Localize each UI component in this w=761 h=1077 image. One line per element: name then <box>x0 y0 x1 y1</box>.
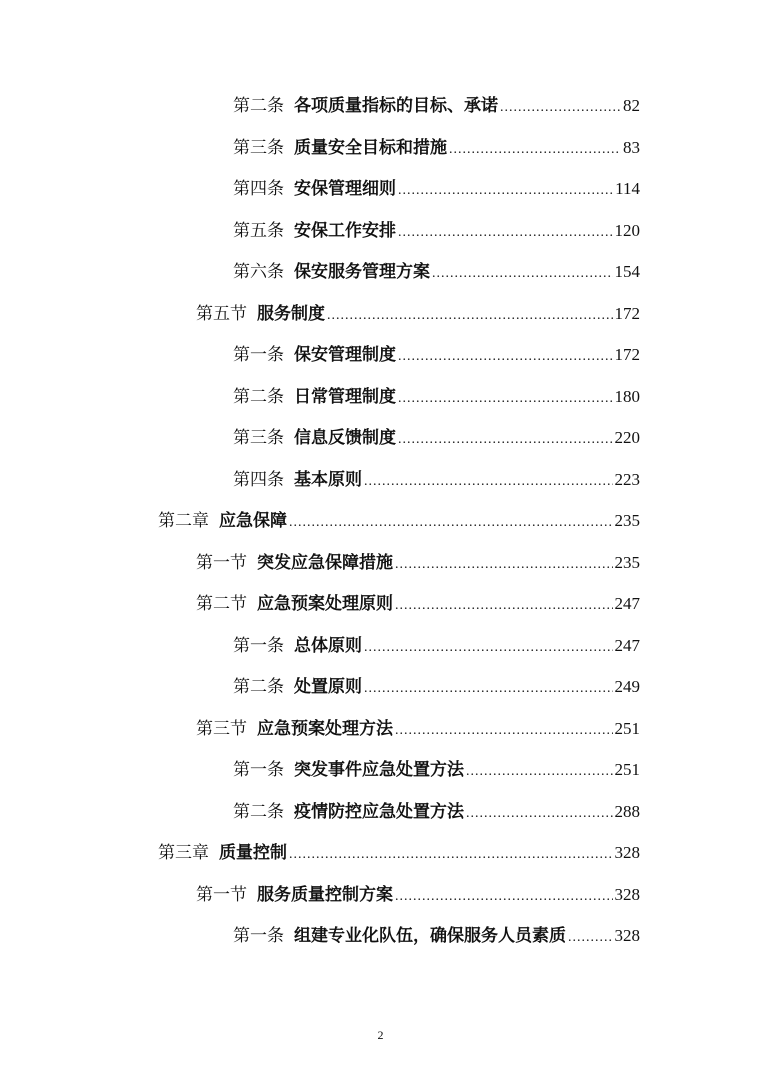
toc-entry-title: 保安服务管理方案 <box>294 262 430 282</box>
toc-entry-number: 第二条 <box>233 96 284 116</box>
toc-entry[interactable] <box>233 754 640 786</box>
toc-dot-leader <box>327 300 613 332</box>
toc-entry-page: 251 <box>614 718 640 738</box>
toc-entry-page: 172 <box>614 345 640 364</box>
toc-entry-title: 各项质量指标的目标、承诺 <box>294 96 498 116</box>
toc-entry-page: 235 <box>614 511 640 530</box>
toc-entry[interactable] <box>233 796 640 828</box>
toc-entry[interactable] <box>158 505 640 537</box>
toc-entry-title: 保安管理制度 <box>294 345 396 365</box>
toc-entry-number: 第一节 <box>196 552 247 573</box>
toc-dot-leader <box>466 756 613 788</box>
toc-dot-leader <box>395 590 613 622</box>
toc-entry-number: 第三条 <box>233 137 284 158</box>
toc-entry-title: 质量控制 <box>219 843 287 863</box>
toc-entry-title: 信息反馈制度 <box>294 428 396 448</box>
toc-entry-title: 疫情防控应急处置方法 <box>294 801 464 822</box>
toc-entry-title: 处置原则 <box>294 677 362 697</box>
toc-entry-number: 第一条 <box>233 635 284 656</box>
toc-dot-leader <box>364 466 613 498</box>
toc-dot-leader <box>364 632 613 664</box>
toc-entry-page: 120 <box>614 220 640 240</box>
toc-entry-number: 第二章 <box>158 511 209 531</box>
toc-entry-number: 第一条 <box>233 345 284 365</box>
toc-entry-title: 安保工作安排 <box>294 220 396 241</box>
toc-entry-page: 223 <box>614 469 640 489</box>
toc-entry-page: 83 <box>623 137 640 157</box>
toc-entry[interactable] <box>196 298 640 330</box>
toc-entry-title: 组建专业化队伍，确保服务人员素质 <box>294 926 566 946</box>
toc-entry-number: 第四条 <box>233 469 284 490</box>
toc-entry[interactable] <box>233 339 640 371</box>
toc-entry-title: 总体原则 <box>294 635 362 656</box>
toc-entry-page: 328 <box>614 926 640 945</box>
toc-entry-page: 251 <box>614 760 640 779</box>
toc-entry-number: 第三节 <box>196 718 247 739</box>
toc-entry[interactable] <box>233 671 640 703</box>
toc-entry-number: 第一节 <box>196 884 247 905</box>
toc-entry[interactable] <box>233 464 640 496</box>
toc-entry[interactable] <box>233 90 640 122</box>
toc-entry[interactable] <box>233 173 640 205</box>
toc-entry-title: 质量安全目标和措施 <box>294 137 447 158</box>
toc-entry-page: 288 <box>614 801 640 821</box>
toc-entry-number: 第二条 <box>233 801 284 822</box>
toc-entry-title: 日常管理制度 <box>294 386 396 407</box>
toc-dot-leader <box>466 798 613 830</box>
toc-entry-number: 第二条 <box>233 386 284 407</box>
toc-dot-leader <box>568 922 613 954</box>
toc-entry-title: 服务制度 <box>257 303 325 324</box>
toc-entry-page: 220 <box>614 428 640 447</box>
toc-dot-leader <box>395 715 613 747</box>
toc-entry-number: 第二节 <box>196 594 247 614</box>
toc-entry[interactable] <box>233 381 640 413</box>
toc-entry-page: 154 <box>614 262 640 281</box>
toc-entry-title: 应急预案处理方法 <box>257 718 393 739</box>
toc-entry-page: 172 <box>614 303 640 323</box>
toc-dot-leader <box>398 175 613 207</box>
toc-entry[interactable] <box>233 215 640 247</box>
toc-entry-number: 第一条 <box>233 760 284 780</box>
toc-entry-page: 82 <box>623 96 640 115</box>
toc-entry-page: 235 <box>614 552 640 572</box>
toc-dot-leader <box>289 507 613 539</box>
toc-dot-leader <box>398 217 613 249</box>
toc-entry-page: 328 <box>614 884 640 904</box>
toc-entry-page: 180 <box>614 386 640 406</box>
toc-entry[interactable] <box>233 630 640 662</box>
toc-entry-number: 第六条 <box>233 262 284 282</box>
toc-entry-title: 安保管理细则 <box>294 179 396 199</box>
toc-entry-page: 114 <box>615 179 640 198</box>
toc-entry[interactable] <box>233 920 640 952</box>
toc-dot-leader <box>432 258 613 290</box>
toc-dot-leader <box>289 839 613 871</box>
toc-entry-number: 第四条 <box>233 179 284 199</box>
toc-entry-title: 突发应急保障措施 <box>257 552 393 573</box>
toc-entry-title: 基本原则 <box>294 469 362 490</box>
toc-entry-page: 247 <box>614 594 640 613</box>
toc-entry[interactable] <box>196 879 640 911</box>
toc-entry[interactable] <box>233 422 640 454</box>
toc-dot-leader <box>398 383 613 415</box>
toc-entry[interactable] <box>196 588 640 620</box>
toc-entry-title: 服务质量控制方案 <box>257 884 393 905</box>
toc-entry-page: 247 <box>614 635 640 655</box>
toc-entry-number: 第五节 <box>196 303 247 324</box>
toc-entry-number: 第一条 <box>233 926 284 946</box>
toc-entry[interactable] <box>196 547 640 579</box>
toc-dot-leader <box>398 424 613 456</box>
toc-dot-leader <box>500 92 621 124</box>
toc-entry[interactable] <box>196 713 640 745</box>
toc-entry[interactable] <box>233 132 640 164</box>
toc-entry-page: 328 <box>614 843 640 862</box>
toc-entry-number: 第三章 <box>158 843 209 863</box>
toc-dot-leader <box>449 134 621 166</box>
toc-entry-number: 第二条 <box>233 677 284 697</box>
toc-dot-leader <box>395 881 613 913</box>
toc-entry-title: 应急预案处理原则 <box>257 594 393 614</box>
toc-entry[interactable] <box>233 256 640 288</box>
toc-dot-leader <box>364 673 613 705</box>
toc-dot-leader <box>398 341 613 373</box>
toc-entry-number: 第三条 <box>233 428 284 448</box>
toc-dot-leader <box>395 549 613 581</box>
toc-entry[interactable] <box>158 837 640 869</box>
toc-entry-number: 第五条 <box>233 220 284 241</box>
toc-entry-title: 应急保障 <box>219 511 287 531</box>
toc-entry-page: 249 <box>614 677 640 696</box>
page-number-footer: 2 <box>377 1028 384 1042</box>
toc-entry-title: 突发事件应急处置方法 <box>294 760 464 780</box>
